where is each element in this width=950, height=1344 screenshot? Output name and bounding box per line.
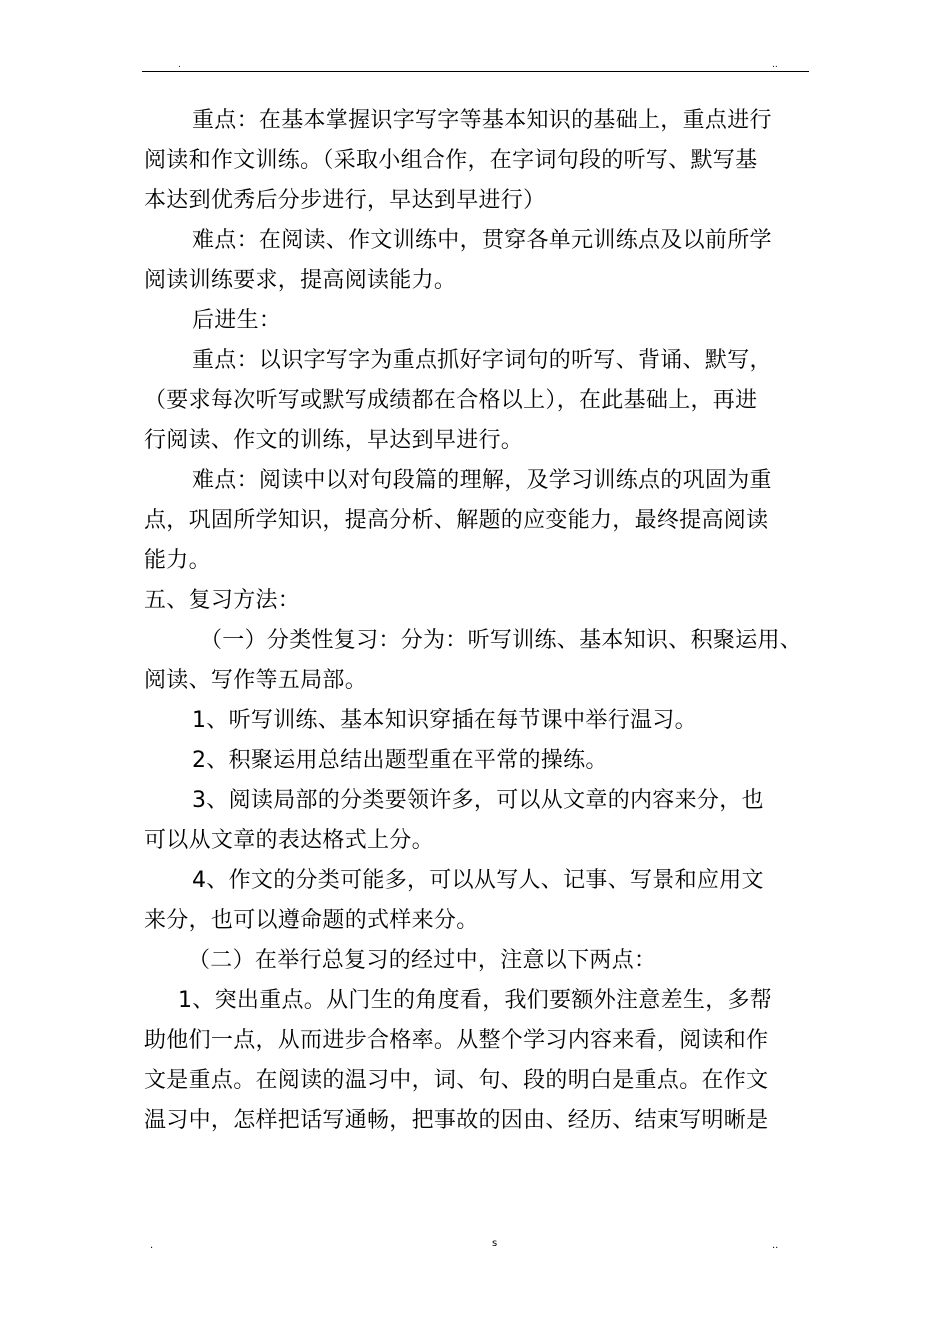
header-right-mark: .. (772, 60, 778, 70)
text-line: 4、作文的分类可能多，可以从写人、记事、写景和应用文 (192, 868, 764, 893)
text-line: 温习中，怎样把话写通畅，把事故的因由、经历、结束写明晰是 (144, 1108, 769, 1133)
text-line: 阅读和作文训练。（采取小组合作，在字词句段的听写、默写基 (144, 148, 758, 173)
header-rule (142, 71, 809, 72)
text-line: 重点：在基本掌握识字写字等基本知识的基础上，重点进行 (192, 108, 772, 133)
footer-right-mark: .. (772, 1240, 779, 1251)
text-line: （二）在举行总复习的经过中，注意以下两点： (188, 948, 657, 973)
text-line: 1、突出重点。从门生的角度看，我们要额外注意差生，多帮 (178, 988, 773, 1013)
text-line: 3、阅读局部的分类要领许多，可以从文章的内容来分，也 (192, 788, 764, 813)
text-line: 2、积聚运用总结出题型重在平常的操练。 (192, 748, 608, 773)
text-line: 助他们一点，从而进步合格率。从整个学习内容来看，阅读和作 (144, 1028, 769, 1053)
text-line: 文是重点。在阅读的温习中，词、句、段的明白是重点。在作文 (144, 1068, 769, 1093)
footer-page-mark: s (492, 1238, 498, 1249)
text-line: 点，巩固所学知识，提高分析、解题的应变能力，最终提高阅读 (144, 508, 769, 533)
text-line: 后进生： (192, 308, 282, 333)
text-line: 难点：阅读中以对句段篇的理解，及学习训练点的巩固为重 (192, 468, 772, 493)
text-line: 重点：以识字写字为重点抓好字词句的听写、背诵、默写， (192, 348, 772, 373)
text-line: 能力。 (144, 548, 211, 573)
text-line: 阅读训练要求，提高阅读能力。 (144, 268, 457, 293)
text-line: 阅读、写作等五局部。 (144, 668, 368, 693)
text-line: 行阅读、作文的训练，早达到早进行。 (144, 428, 524, 453)
footer-left-mark: . (150, 1240, 154, 1251)
text-line: 本达到优秀后分步进行，早达到早进行） (144, 188, 546, 213)
text-line: 来分，也可以遵命题的式样来分。 (144, 908, 479, 933)
header-left-mark: . (178, 60, 181, 70)
document-body (144, 101, 816, 1141)
text-line: （一）分类性复习：分为：听写训练、基本知识、积聚运用、 (200, 628, 803, 653)
text-line: 1、听写训练、基本知识穿插在每节课中举行温习。 (192, 708, 697, 733)
text-line: （要求每次听写或默写成绩都在合格以上），在此基础上，再进 (144, 388, 758, 413)
text-line: 五、复习方法： (144, 588, 301, 613)
text-line: 难点：在阅读、作文训练中，贯穿各单元训练点及以前所学 (192, 228, 772, 253)
text-line: 可以从文章的表达格式上分。 (144, 828, 434, 853)
